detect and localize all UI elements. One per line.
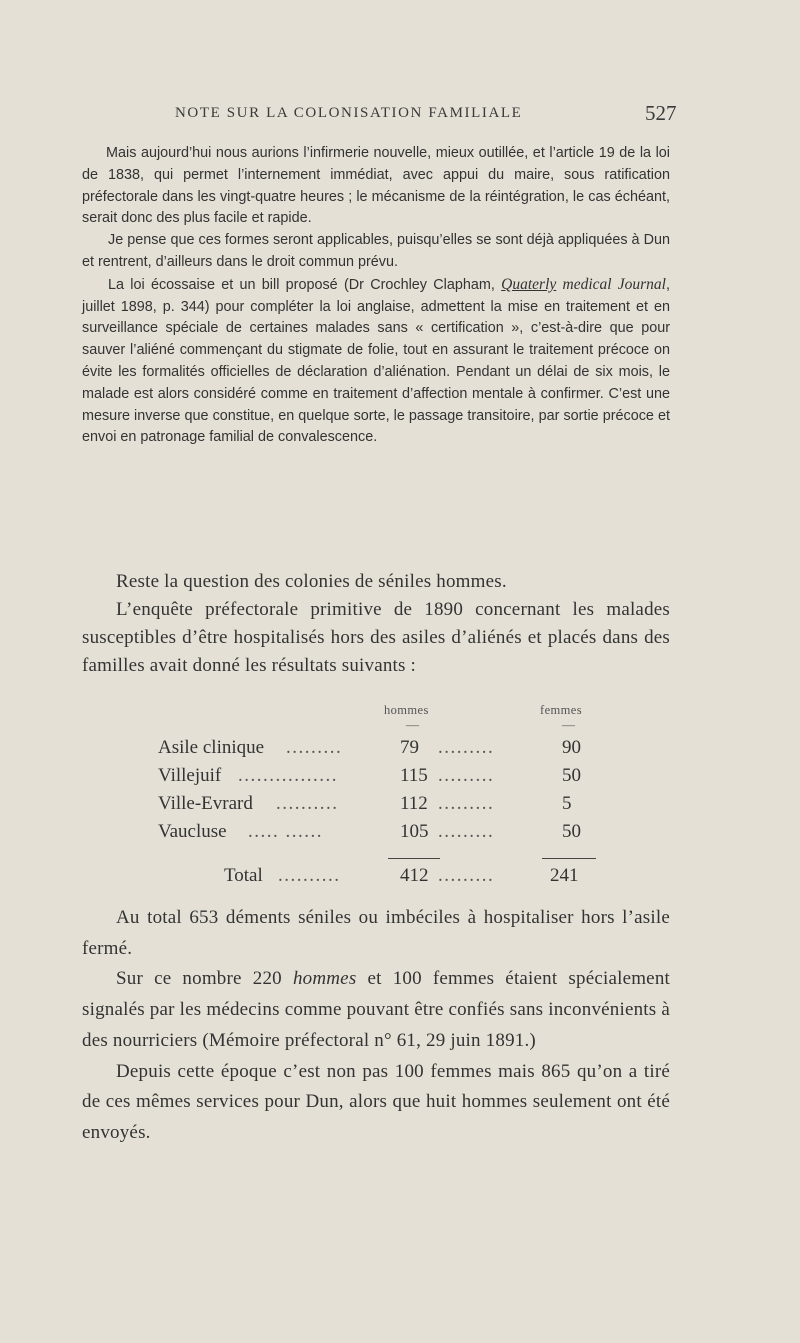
journal-title: Quaterly (501, 275, 557, 293)
leader-dots: ......... (286, 737, 343, 758)
column-dash: — (406, 717, 419, 732)
paragraph: Au total 653 déments séniles ou imbéciles à hospitaliser hors l’asile fermé. (82, 907, 670, 959)
leader-dots: ..... ...... (248, 821, 323, 842)
total-label: Total (224, 865, 263, 886)
main-text-section (82, 568, 670, 680)
table-row (158, 765, 581, 793)
leader-dots: ................ (238, 765, 338, 786)
leader-dots: ......... (438, 793, 495, 814)
text-run: Sur ce nombre 220 (116, 968, 293, 990)
statistics-table (0, 703, 800, 903)
text-run: , juillet 1898, p. 344) pour compléter la loi anglaise, admettent la mise en traitement et en surveillance spéciale de certaines malades sans « certification », c’est-à-dire que pour sauver l’aliéné commençant du stigmate de folie, tout en assurant le traitement précoce on évite les formalités officielles de déclaration d’aliénation. Pendant un délai de six mois, le malade est alors considéré comme en traitement d’affection mentale à confirmer. C’est une mesure inverse que constitue, en quelque sorte, le passage transitoire, par sortie précoce et envoi en patronage familial de convalescence. (82, 276, 670, 446)
paragraph: Reste la question des colonies de séniles hommes. (116, 571, 507, 592)
cell-hommes: 112 (400, 793, 428, 814)
cell-femmes: 5 (562, 793, 572, 814)
table-row (158, 793, 578, 821)
column-header-hommes: hommes (384, 703, 429, 717)
cell-hommes: 79 (400, 737, 419, 758)
cell-femmes: 90 (562, 737, 581, 758)
leader-dots: .......... (276, 793, 339, 814)
sum-rule (388, 858, 440, 859)
page-number: 527 (645, 101, 677, 125)
total-hommes: 412 (400, 865, 429, 886)
cell-hommes: 105 (400, 821, 429, 842)
paragraph (82, 274, 670, 449)
paragraph: Mais aujourd’hui nous aurions l’infirmerie nouvelle, mieux outillée, et l’article 19 de la loi de 1838, qui permet l’internement immédiat, avec appui du maire, sous ratification préfectorale dans les vingt-quatre heures ; le mécanisme de la réintégration, le cas échéant, serait donc des plus facile et rapide. (82, 145, 670, 227)
journal-title: medical Journal (562, 275, 666, 293)
running-title: NOTE SUR LA COLONISATION FAMILIALE (175, 105, 523, 121)
leader-dots: .......... (278, 865, 341, 886)
leader-dots: ......... (438, 865, 495, 886)
page-header (0, 101, 800, 131)
leader-dots: ......... (438, 821, 495, 842)
paragraph: Depuis cette époque c’est non pas 100 femmes mais 865 qu’on a tiré de ces mêmes services pour Dun, alors que huit hommes seulement ont été envoyés. (82, 1060, 670, 1143)
column-header-femmes: femmes (540, 703, 582, 717)
small-print-section (82, 143, 670, 449)
paragraph: L’enquête préfectorale primitive de 1890 concernant les malades susceptibles d’être hospitalisés hors des asiles d’aliénés et placés dans des familles avait donné les résultats suivants : (82, 599, 670, 676)
row-label: Vaucluse (158, 821, 227, 842)
row-label: Villejuif (158, 765, 222, 786)
leader-dots: ......... (438, 737, 495, 758)
row-label: Ville-Evrard (158, 793, 253, 814)
row-label: Asile clinique (158, 737, 265, 758)
paragraph (82, 964, 670, 1056)
paragraph: Je pense que ces formes seront applicables, puisqu’elles se sont déjà appliquées à Dun et rentrent, d’ailleurs dans le droit commun prévu. (82, 232, 670, 270)
closing-section (82, 903, 670, 1149)
table-row (158, 821, 581, 849)
column-dash: — (562, 717, 575, 732)
table-total-row (224, 865, 644, 893)
cell-femmes: 50 (562, 765, 581, 786)
text-run: La loi écossaise et un bill proposé (Dr Crochley Clapham, (108, 276, 502, 293)
emphasis: hommes (292, 968, 357, 990)
leader-dots: ......... (438, 765, 495, 786)
sum-rule (542, 858, 596, 859)
text-run: et 100 femmes étaient spécialement signalés par les médecins comme pouvant être confiés sans inconvénients à des nourriciers (Mémoire préfectoral n° 61, 29 juin 1891.) (82, 968, 670, 1051)
table-row (158, 737, 581, 765)
total-femmes: 241 (550, 865, 579, 886)
cell-femmes: 50 (562, 821, 581, 842)
cell-hommes: 115 (400, 765, 428, 786)
